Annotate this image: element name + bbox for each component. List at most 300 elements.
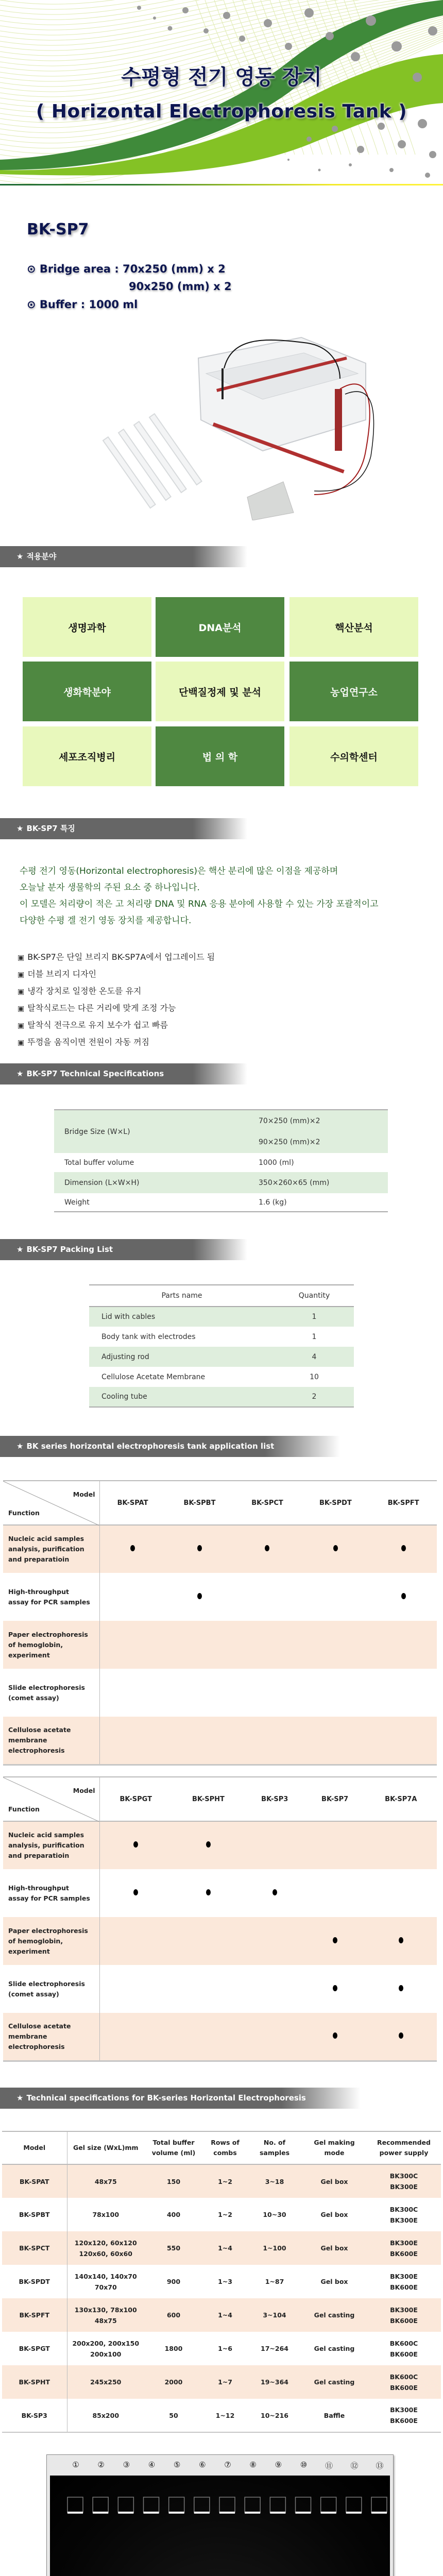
part-name: Body tank with electrodes	[101, 1332, 196, 1341]
gel-well-band	[346, 2512, 362, 2514]
support-cell	[172, 1965, 245, 2013]
series-samples: 10~216	[261, 2411, 288, 2419]
series-mode: Gel casting	[314, 2378, 355, 2386]
series-mode: Gel box	[320, 2244, 348, 2252]
series-row	[2, 2164, 441, 2198]
series-column-header: Gel size (WxL)mm	[67, 2131, 144, 2164]
application-label: 생명과학	[68, 622, 106, 634]
decor-dot	[366, 15, 376, 26]
part-quantity: 1	[312, 1313, 317, 1321]
lane-number: ④	[148, 2460, 156, 2469]
spec-label: Bridge Size (W×L)	[64, 1127, 130, 1136]
series-model: BK-SPDT	[2, 2265, 67, 2298]
packing-header-row	[89, 1285, 354, 1307]
application-row	[3, 1669, 437, 1717]
series-buffer: 2000	[164, 2378, 183, 2386]
support-cell	[233, 1573, 301, 1621]
series-samples: 1~100	[263, 2244, 286, 2252]
support-cell	[99, 1621, 166, 1669]
series-row	[2, 2265, 441, 2298]
checkbox-bullet-icon: ▣	[18, 971, 25, 979]
series-gel-size: 78x100	[92, 2211, 120, 2218]
supported-dot-icon	[265, 1545, 269, 1551]
series-mode: Gel casting	[314, 2345, 355, 2352]
part-quantity: 4	[312, 1352, 317, 1361]
application-label: 단백질정제 및 분석	[178, 686, 262, 698]
gel-well-band	[245, 2512, 260, 2514]
features-paragraph: 수평 전기 영동(Horizontal electrophoresis)은 핵산 분리에 많은 이점을 제공하며 오늘날 분자 생물학의 주된 요소 중 하나입니다. 이 모델은 처리량이 적은 고 처리량 DNA 및 RNA 응용 분야에 사용할 수 있는 가장 포괄적이고 다양한 수평 겔 전기 영동 장치를 제공합니다.	[20, 866, 379, 926]
series-combs: 1~3	[218, 2278, 232, 2285]
application-header-row	[3, 1481, 437, 1525]
series-mode: Gel casting	[314, 2311, 355, 2319]
series-buffer: 550	[166, 2244, 181, 2252]
support-cell	[172, 1917, 245, 1965]
features-list	[18, 949, 215, 1051]
gel-well	[245, 2497, 260, 2513]
series-column-header: Recommended power supply	[367, 2131, 441, 2164]
gel-photo	[50, 2476, 390, 2576]
spec-row	[54, 1110, 388, 1131]
supported-dot-icon	[401, 1593, 406, 1599]
series-model: BK-SPAT	[2, 2164, 67, 2198]
decor-dot	[357, 146, 364, 153]
spec-row	[54, 1172, 388, 1193]
application-tile	[156, 662, 284, 721]
application-table-1	[3, 1480, 437, 1766]
series-column-header: Model	[2, 2131, 67, 2164]
part-name: Adjusting rod	[101, 1352, 149, 1361]
gel-well	[371, 2497, 387, 2513]
gel-well	[144, 2497, 159, 2513]
support-cell	[370, 1621, 437, 1669]
supported-dot-icon	[399, 2032, 403, 2039]
series-model: BK-SPCT	[2, 2231, 67, 2265]
support-cell	[365, 1821, 437, 1869]
series-gel-size: 85x200	[92, 2411, 120, 2419]
spec-value: 1.6 (kg)	[259, 1198, 287, 1207]
series-combs: 1~6	[218, 2345, 232, 2352]
series-power-supply: BK300E BK600E	[390, 2406, 418, 2425]
model-axis-label: Model	[73, 1490, 95, 1498]
lane-number: ③	[123, 2460, 130, 2469]
lane-labels	[47, 2455, 393, 2476]
supported-dot-icon	[130, 1545, 135, 1551]
function-axis-label: Function	[8, 1805, 40, 1813]
decor-dot	[389, 168, 394, 172]
application-row	[3, 1621, 437, 1669]
series-column-header: No. of samples	[247, 2131, 302, 2164]
decor-dot	[306, 137, 312, 142]
support-cell	[245, 1821, 305, 1869]
decor-dot	[203, 28, 209, 33]
application-label: 수의학센터	[330, 751, 378, 763]
spec-row	[54, 1153, 388, 1172]
series-combs: 1~2	[218, 2177, 232, 2185]
section-header-tech-specs: ★ BK-SP7 Technical Specifications	[0, 1063, 247, 1084]
series-samples: 3~18	[265, 2177, 284, 2185]
feature-item: ▣ 탈착식로드는 다른 거리에 맞게 조정 가능	[18, 1003, 176, 1013]
series-samples: 3~104	[263, 2311, 286, 2319]
series-power-supply: BK600C BK600E	[389, 2372, 418, 2392]
decor-dot	[429, 151, 436, 158]
star-icon: ★	[16, 1069, 24, 1078]
series-row	[2, 2231, 441, 2265]
target-bullet-icon: ⊙	[27, 263, 36, 275]
column-header: Quantity	[275, 1285, 354, 1307]
decor-dot	[168, 26, 173, 31]
application-tile	[289, 662, 418, 721]
series-power-supply: BK300E BK600E	[390, 2239, 418, 2258]
series-gel-size: 130x130, 78x100 48x75	[74, 2306, 137, 2325]
application-table-2	[3, 1776, 437, 2062]
support-cell	[370, 1573, 437, 1621]
support-cell	[301, 1525, 370, 1573]
series-column-header: Total buffer volume (ml)	[144, 2131, 203, 2164]
lane-number: ⑧	[249, 2460, 257, 2469]
star-icon: ★	[16, 824, 24, 833]
supported-dot-icon	[206, 1841, 211, 1848]
lane-number: ⑥	[199, 2460, 206, 2469]
series-power-supply: BK300E BK600E	[390, 2306, 418, 2325]
gel-well	[346, 2497, 362, 2513]
lane-number: ⑬	[376, 2461, 384, 2470]
series-buffer: 1800	[164, 2345, 183, 2352]
feature-item: ▣ 탈착식 전극으로 유지 보수가 쉽고 빠름	[18, 1020, 168, 1030]
application-label: 핵산분석	[335, 622, 373, 634]
series-spec-table	[2, 2131, 441, 2433]
decor-dot	[318, 169, 321, 172]
gel-well	[118, 2497, 133, 2513]
support-cell	[99, 1669, 166, 1717]
gel-well-band	[371, 2512, 387, 2514]
function-axis-label: Function	[8, 1509, 40, 1517]
support-cell	[166, 1573, 234, 1621]
decor-dot	[239, 36, 245, 42]
section-header-features: ★ BK-SP7 특징	[0, 818, 247, 839]
black-connector	[222, 368, 224, 399]
membrane-sheets	[247, 482, 294, 520]
support-cell	[99, 1965, 172, 2013]
gel-well	[93, 2497, 108, 2513]
support-cell	[365, 1917, 437, 1965]
series-combs: 1~12	[215, 2411, 235, 2419]
model-column-header: BK-SPBT	[183, 1499, 216, 1507]
gel-well-band	[144, 2512, 159, 2514]
application-tile	[23, 662, 151, 721]
function-label: High-throughput assay for PCR samples	[3, 1869, 99, 1917]
decor-dot	[349, 163, 352, 166]
red-connector	[335, 389, 342, 451]
model-function-corner	[3, 1481, 99, 1525]
series-power-supply: BK300E BK600E	[390, 2272, 418, 2291]
decor-dot	[351, 52, 360, 61]
series-mode: Gel box	[320, 2278, 348, 2285]
lane-number: ①	[72, 2460, 79, 2469]
application-label: 농업연구소	[330, 686, 378, 698]
decor-dot	[304, 8, 314, 18]
decor-dot	[285, 43, 292, 50]
model-column-header: BK-SPDT	[319, 1499, 352, 1507]
part-name: Lid with cables	[101, 1313, 156, 1321]
function-label: Cellulose acetate membrane electrophoresis	[3, 2013, 99, 2061]
model-function-corner	[3, 1777, 99, 1821]
series-combs: 1~2	[218, 2211, 232, 2218]
series-gel-size: 245x250	[90, 2378, 122, 2386]
support-cell	[365, 1869, 437, 1917]
supported-dot-icon	[333, 1545, 338, 1551]
spec-label: Weight	[64, 1198, 90, 1207]
diagonal-divider	[3, 1481, 99, 1526]
series-gel-size: 140x140, 140x70 70x70	[74, 2272, 137, 2291]
feature-item: ▣ 뚜껑을 움직이면 전원이 자동 꺼짐	[18, 1037, 149, 1047]
supported-dot-icon	[333, 1985, 337, 1991]
support-cell	[166, 1717, 234, 1765]
decor-dot	[428, 26, 437, 36]
application-tile	[289, 597, 418, 657]
section-header-application-list: ★ BK series horizontal electrophoresis tank application list	[0, 1436, 340, 1457]
support-cell	[245, 1965, 305, 2013]
supported-dot-icon	[133, 1889, 138, 1895]
lane-number: ⑪	[325, 2461, 333, 2470]
series-row	[2, 2399, 441, 2432]
support-cell	[365, 1965, 437, 2013]
series-buffer: 400	[166, 2211, 181, 2218]
support-cell	[370, 1717, 437, 1765]
product-photo	[98, 317, 438, 520]
support-cell	[245, 2013, 305, 2061]
support-cell	[301, 1573, 370, 1621]
bridge-area-spec-2: 90x250 (mm) x 2	[129, 280, 232, 293]
lane-number: ②	[97, 2460, 105, 2469]
spec-table	[54, 1109, 388, 1212]
application-row	[3, 1917, 437, 1965]
function-label: Slide electrophoresis (comet assay)	[3, 1965, 99, 2013]
support-cell	[301, 1669, 370, 1717]
packing-row	[89, 1327, 354, 1347]
decor-dot	[182, 7, 189, 13]
star-icon: ★	[16, 1442, 24, 1451]
gel-well-band	[321, 2512, 336, 2514]
column-header: Parts name	[89, 1285, 275, 1307]
application-row	[3, 1573, 437, 1621]
diagonal-divider	[3, 1777, 99, 1822]
series-buffer: 900	[166, 2278, 181, 2285]
support-cell	[305, 1965, 365, 2013]
checkbox-bullet-icon: ▣	[18, 988, 25, 996]
series-combs: 1~7	[218, 2378, 232, 2386]
supported-dot-icon	[333, 2032, 337, 2039]
title-korean: 수평형 전기 영동 장치	[121, 65, 322, 89]
support-cell	[305, 1917, 365, 1965]
support-cell	[233, 1621, 301, 1669]
function-label: Paper electrophoresis of hemoglobin, experiment	[3, 1917, 99, 1965]
series-combs: 1~4	[218, 2311, 232, 2319]
series-model: BK-SPFT	[2, 2298, 67, 2332]
function-label: Paper electrophoresis of hemoglobin, experiment	[3, 1621, 99, 1669]
application-label: 세포조직병리	[58, 751, 116, 763]
supported-dot-icon	[272, 1889, 277, 1895]
model-axis-label: Model	[73, 1787, 95, 1794]
series-column-header: Gel making mode	[302, 2131, 367, 2164]
checkbox-bullet-icon: ▣	[18, 1022, 25, 1030]
decor-dot	[223, 12, 230, 19]
section-header-applications: ★ 적용분야	[0, 546, 247, 567]
target-bullet-icon: ⊙	[27, 298, 36, 311]
support-cell	[166, 1669, 234, 1717]
series-model: BK-SPHT	[2, 2365, 67, 2399]
gel-well-band	[219, 2512, 235, 2514]
support-cell	[305, 1821, 365, 1869]
gel-well	[194, 2497, 210, 2513]
decor-dot	[137, 6, 141, 10]
series-samples: 10~30	[263, 2211, 286, 2218]
checkbox-bullet-icon: ▣	[18, 1039, 25, 1047]
title-english: ( Horizontal Electrophoresis Tank )	[36, 101, 407, 122]
series-model: BK-SPGT	[2, 2332, 67, 2365]
support-cell	[99, 1917, 172, 1965]
support-cell	[99, 1525, 166, 1573]
supported-dot-icon	[197, 1545, 202, 1551]
gel-electrophoresis-image	[46, 2454, 394, 2576]
application-row	[3, 1821, 437, 1869]
application-label: DNA분석	[198, 622, 242, 634]
gel-well	[321, 2497, 336, 2513]
application-row	[3, 1717, 437, 1765]
star-icon: ★	[16, 552, 24, 561]
supported-dot-icon	[133, 1841, 138, 1848]
gel-well-band	[270, 2512, 285, 2514]
support-cell	[370, 1525, 437, 1573]
application-label: 법 의 학	[202, 751, 238, 763]
series-model: BK-SPBT	[2, 2198, 67, 2231]
support-cell	[305, 2013, 365, 2061]
application-label: 생화학분야	[63, 686, 111, 698]
banner-graphic	[0, 0, 443, 185]
model-column-header: BK-SP3	[261, 1795, 288, 1803]
application-header-row	[3, 1777, 437, 1821]
gel-well-band	[194, 2512, 210, 2514]
series-row	[2, 2332, 441, 2365]
feature-item: ▣ 냉각 장치로 일정한 온도를 유지	[18, 986, 142, 996]
decor-dot	[326, 32, 334, 40]
series-power-supply: BK300C BK300E	[389, 2205, 418, 2224]
spec-value: 350×260×65 (mm)	[259, 1178, 330, 1187]
checkbox-bullet-icon: ▣	[18, 954, 25, 962]
part-quantity: 2	[312, 1393, 317, 1401]
support-cell	[172, 2013, 245, 2061]
series-gel-size: 120x120, 60x120 120x60, 60x60	[74, 2239, 137, 2258]
support-cell	[245, 1869, 305, 1917]
spec-value: 70×250 (mm)×2	[259, 1116, 320, 1125]
series-gel-size: 200x200, 200x150 200x100	[72, 2339, 140, 2358]
application-tile	[156, 726, 284, 786]
part-quantity: 10	[310, 1372, 319, 1381]
spec-row	[54, 1193, 388, 1212]
lane-number: ⑫	[350, 2461, 359, 2470]
decor-dot	[287, 159, 289, 161]
decor-dot	[398, 140, 406, 148]
gel-well-band	[67, 2512, 83, 2514]
application-tile	[156, 597, 284, 657]
banner-divider	[0, 184, 443, 185]
series-combs: 1~4	[218, 2244, 232, 2252]
star-icon: ★	[16, 1245, 24, 1254]
supported-dot-icon	[206, 1889, 211, 1895]
function-label: High-throughput assay for PCR samples	[3, 1573, 99, 1621]
adjusting-rods	[103, 414, 202, 508]
gel-well	[169, 2497, 184, 2513]
gel-well-band	[169, 2512, 184, 2514]
series-power-supply: BK300C BK300E	[389, 2172, 418, 2191]
star-icon: ★	[16, 2093, 24, 2103]
supported-dot-icon	[197, 1593, 202, 1599]
model-column-header: BK-SPAT	[117, 1499, 148, 1507]
supported-dot-icon	[333, 1937, 337, 1943]
application-row	[3, 1965, 437, 2013]
gel-well-band	[296, 2512, 311, 2514]
series-samples: 17~264	[261, 2345, 288, 2352]
support-cell	[370, 1669, 437, 1717]
packing-row	[89, 1347, 354, 1367]
function-label: Nucleic acid samples analysis, purification and preparatioin	[3, 1525, 99, 1573]
packing-table	[89, 1284, 354, 1408]
series-buffer: 600	[166, 2311, 181, 2319]
model-title: BK-SP7	[27, 221, 89, 239]
gel-bands	[50, 2476, 390, 2576]
support-cell	[233, 1717, 301, 1765]
decor-dot	[391, 41, 402, 52]
packing-row	[89, 1367, 354, 1387]
support-cell	[301, 1621, 370, 1669]
series-row	[2, 2298, 441, 2332]
lane-number: ⑨	[275, 2460, 282, 2469]
gel-well	[67, 2497, 83, 2513]
series-row	[2, 2365, 441, 2399]
decor-dot	[332, 126, 338, 132]
series-buffer: 150	[166, 2177, 181, 2185]
support-cell	[233, 1669, 301, 1717]
support-cell	[99, 1573, 166, 1621]
function-label: Cellulose acetate membrane electrophoresis	[3, 1717, 99, 1765]
model-column-header: BK-SPGT	[120, 1795, 152, 1803]
series-model: BK-SP3	[2, 2399, 67, 2432]
gel-well	[296, 2497, 311, 2513]
model-column-header: BK-SPFT	[387, 1499, 419, 1507]
supported-dot-icon	[399, 1937, 403, 1943]
support-cell	[172, 1821, 245, 1869]
spec-label: Dimension (L×W×H)	[64, 1178, 140, 1187]
decor-dot	[425, 173, 430, 178]
series-header-row	[2, 2131, 441, 2164]
decor-dot	[264, 19, 272, 27]
feature-item: ▣ BK-SP7은 단일 브리지 BK-SP7A에서 업그레이드 됨	[18, 952, 215, 962]
model-column-header: BK-SPCT	[251, 1499, 283, 1507]
gel-well-band	[93, 2512, 108, 2514]
checkbox-bullet-icon: ▣	[18, 1005, 25, 1013]
spec-value: 1000 (ml)	[259, 1158, 294, 1167]
support-cell	[166, 1621, 234, 1669]
support-cell	[99, 1821, 172, 1869]
part-quantity: 1	[312, 1332, 317, 1341]
feature-item: ▣ 더블 브리지 디자인	[18, 969, 97, 979]
bridge-area-spec: ⊙ Bridge area : 70x250 (mm) x 2	[27, 263, 226, 275]
lane-number: ⑤	[173, 2460, 181, 2469]
gel-well-band	[118, 2512, 133, 2514]
section-header-packing: ★ BK-SP7 Packing List	[0, 1239, 247, 1260]
packing-row	[89, 1387, 354, 1407]
series-samples: 1~87	[265, 2278, 284, 2285]
lane-number: ⑦	[224, 2460, 231, 2469]
